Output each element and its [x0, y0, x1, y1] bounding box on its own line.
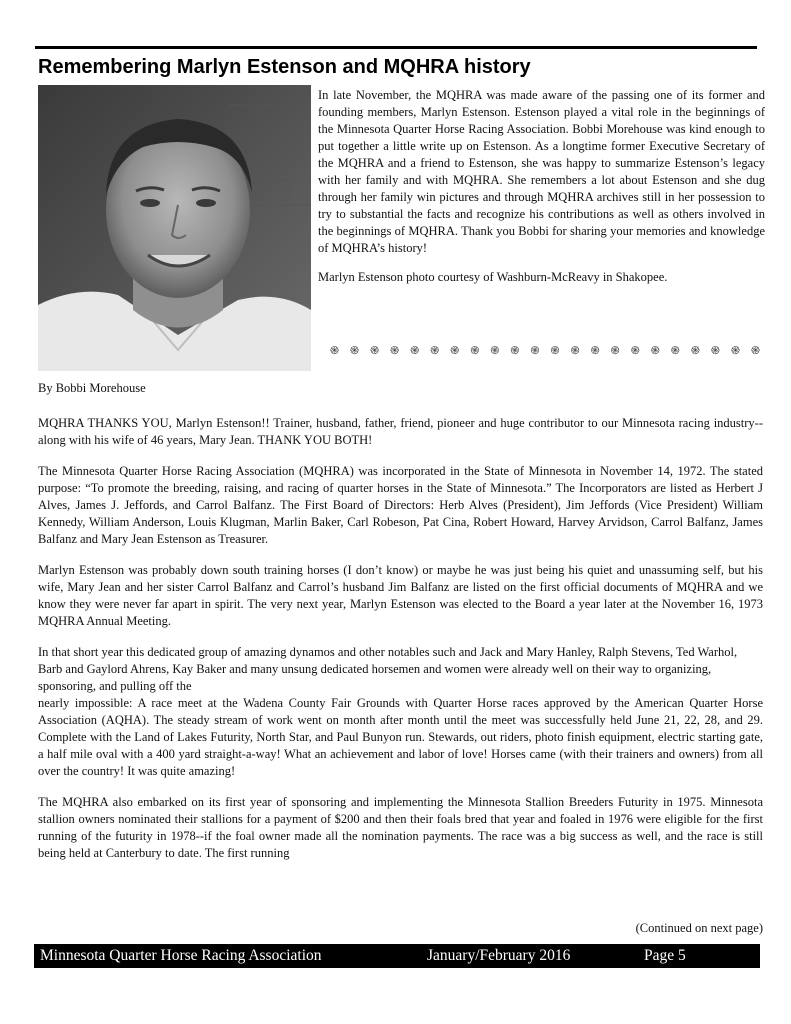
- body-paragraph: The Minnesota Quarter Horse Racing Association (MQHRA) was incorporated in the State of Minnesota in November 14, 1972. The stated purpose: “To promote the breeding, raising, and racing of quarter horses in the State of Minnesota.” The Incorporators are listed as Herbert J Alves, James J. Jeffords, and Carrol Balfanz. The First Board of Directors: Herb Alves (President), Jim Jeffords (Vice President) William Kennedy, William Anderson, Louis Klugman, Marlin Baker, Carl Robeson, Pat Cina, Robert Howard, Harvey Arvidson, Carrol Balfanz, James Balfanz and Mary Jean Estenson as Treasurer.: [38, 464, 763, 546]
- portrait-photo: [38, 85, 311, 371]
- ornament-icon: ֎: [470, 344, 480, 357]
- body-paragraph: The MQHRA also embarked on its first year of sponsoring and implementing the Minnesota Stallion Breeders Futurity in 1975. Minnesota stallion owners nominated their stallions for a payment of $200 and then their foals bred that year and foaled in 1976 were eligible for the first running of the futurity in 1978--if the foal owner made all the nomination payments. The race was a big success as well, and the race is still being held at Canterbury to date. The first running: [38, 795, 763, 860]
- ornament-icon: ֎: [750, 344, 760, 357]
- ornament-icon: ֎: [570, 344, 580, 357]
- ornament-icon: ֎: [650, 344, 660, 357]
- ornament-icon: ֎: [510, 344, 520, 357]
- footer-organization: Minnesota Quarter Horse Racing Association: [40, 947, 322, 964]
- intro-section: [318, 87, 765, 286]
- ornament-icon: ֎: [710, 344, 720, 357]
- article-body: [38, 380, 763, 862]
- ornament-icon: ֎: [590, 344, 600, 357]
- ornament-icon: ֎: [410, 344, 420, 357]
- article-title: Remembering Marlyn Estenson and MQHRA history: [38, 56, 531, 78]
- title-rule: [35, 46, 757, 49]
- body-paragraph: nearly impossible: A race meet at the Wadena County Fair Grounds with Quarter Horse races approved by the American Quarter Horse Association (AQHA). The steady stream of work went on month after month until the meet was successfully held June 21, 22, 28, and 29. Complete with the Land of Lakes Futurity, North Star, and Paul Bunyon run. Stewards, out riders, photo finish equipment, electric starting gate, a half mile oval with a 400 yard straight-a-way! What an achievement and labor of love! Horses came (with their trainers and owners) from all over the country! It was quite amazing!: [38, 696, 763, 778]
- ornament-icon: ֎: [690, 344, 700, 357]
- footer-page-number: Page 5: [644, 947, 686, 964]
- ornament-icon: ֎: [490, 344, 500, 357]
- intro-paragraph: In late November, the MQHRA was made aware of the passing one of its former and founding members, Marlyn Estenson. Estenson played a vital role in the beginnings of the Minnesota Quarter Horse Racing Association. Bobbi Morehouse was kind enough to put together a little write up on Estenson. As a longtime former Executive Secretary of the MQHRA and a friend to Estenson, she was happy to summarize Estenson’s legacy with her family and with MQHRA. She remembers a lot about Estenson and she dug through her family win pictures and through MQHRA archives still in her possession to try to substantial the facts and recognize his contributions as well as others involved in the beginnings of MQHRA. Thank you Bobbi for sharing your memories and knowledge of MQHRA’s history!: [318, 88, 765, 255]
- byline: By Bobbi Morehouse: [38, 381, 146, 395]
- portrait-image: [38, 85, 311, 371]
- ornament-icon: ֎: [730, 344, 740, 357]
- photo-credit: Marlyn Estenson photo courtesy of Washburn-McReavy in Shakopee.: [318, 270, 668, 284]
- ornament-icon: ֎: [630, 344, 640, 357]
- body-paragraph: In that short year this dedicated group of amazing dynamos and other notables such and Jack and Mary Hanley, Ralph Stevens, Ted Warhol, Barb and Gaylord Ahrens, Kay Baker and many unsung dedicated horsemen and women were already well on their way to organizing, sponsoring, and pulling off the: [38, 645, 738, 693]
- ornament-icon: ֎: [430, 344, 440, 357]
- ornament-icon: ֎: [550, 344, 560, 357]
- ornament-divider: [330, 343, 760, 358]
- ornament-icon: ֎: [390, 344, 400, 357]
- continued-note: (Continued on next page): [635, 921, 763, 935]
- ornament-icon: ֎: [330, 344, 339, 357]
- body-paragraph: Marlyn Estenson was probably down south training horses (I don’t know) or maybe he was just being his quiet and unassuming self, but his wife, Mary Jean and her sister Carrol Balfanz and Carrol’s husband Jim Balfanz are listed on the first official documents of MQHRA and we know they were never far apart in spirit. The very next year, Marlyn Estenson was elected to the Board a year later at the November 16, 1973 MQHRA Annual Meeting.: [38, 563, 763, 628]
- ornament-icon: ֎: [350, 344, 360, 357]
- footer-issue-date: January/February 2016: [427, 947, 571, 964]
- ornament-icon: ֎: [610, 344, 620, 357]
- ornament-icon: ֎: [450, 344, 460, 357]
- ornament-icon: ֎: [370, 344, 380, 357]
- body-paragraph: MQHRA THANKS YOU, Marlyn Estenson!! Trainer, husband, father, friend, pioneer and huge contributor to our Minnesota racing industry-- along with his wife of 46 years, Mary Jean. THANK YOU BOTH!: [38, 416, 763, 447]
- page-footer: [34, 944, 760, 968]
- ornament-icon: ֎: [670, 344, 680, 357]
- ornament-icon: ֎: [530, 344, 540, 357]
